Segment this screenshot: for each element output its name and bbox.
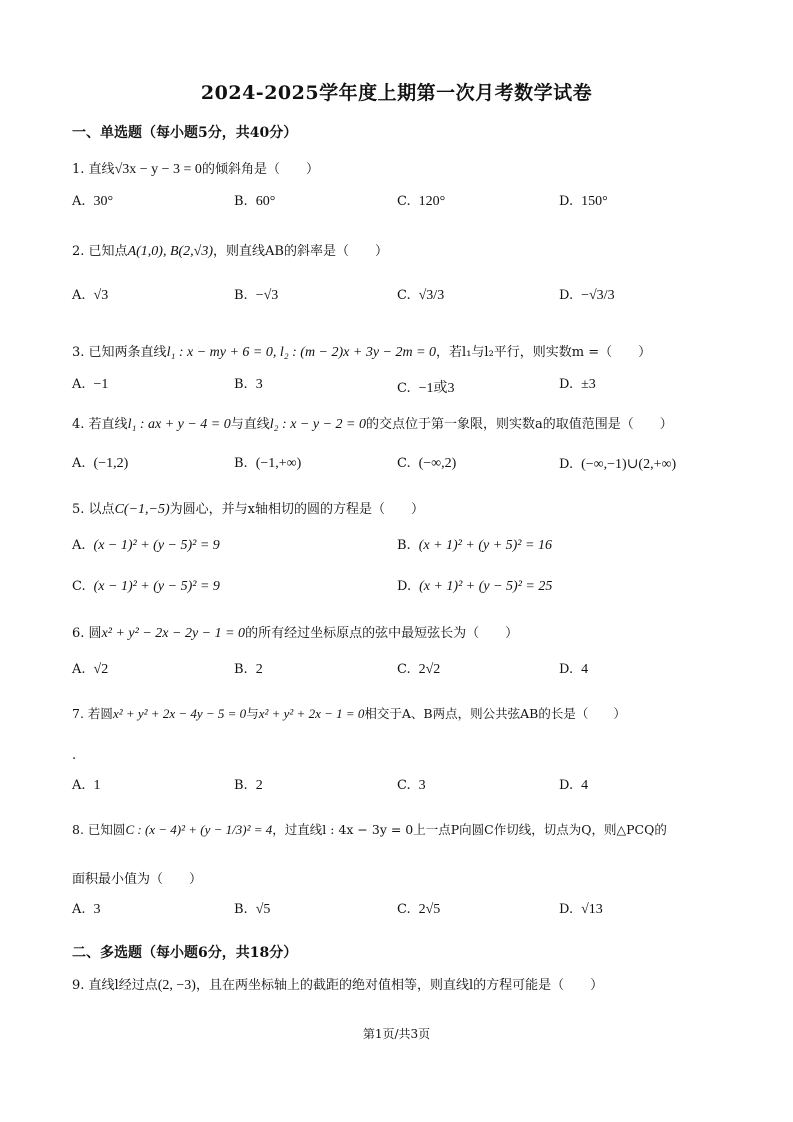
option-3d[interactable]: D. ±3 — [559, 377, 596, 392]
option-7b[interactable]: B. 2 — [234, 778, 263, 793]
section-heading-single-choice: 一、单选题（每小题5分，共40分） — [72, 125, 298, 141]
option-6c[interactable]: C. 2√2 — [397, 662, 441, 677]
question-7-tail: . — [72, 748, 77, 763]
option-1c[interactable]: C. 120° — [397, 194, 446, 209]
option-1d[interactable]: D. 150° — [559, 194, 608, 209]
option-7c[interactable]: C. 3 — [397, 778, 426, 793]
option-2a[interactable]: A. √3 — [72, 288, 109, 303]
option-8d[interactable]: D. √13 — [559, 902, 603, 917]
option-7d[interactable]: D. 4 — [559, 778, 589, 793]
option-2d[interactable]: D. −√3/3 — [559, 288, 615, 303]
option-8b[interactable]: B. √5 — [234, 902, 271, 917]
question-8-line2: 面积最小值为（ ） — [72, 872, 203, 887]
option-4b[interactable]: B. (−1,+∞) — [234, 456, 302, 471]
option-5c[interactable]: C. (x − 1)² + (y − 5)² = 9 — [72, 579, 220, 594]
question-4: 4. 若直线l₁ : ax + y − 4 = 0与直线l₂ : x − y − 2 = 0的交点位于第一象限，则实数a的取值范围是（ ） — [72, 417, 673, 432]
option-3b[interactable]: B. 3 — [234, 377, 263, 392]
question-7: 7. 若圆x² + y² + 2x − 4y − 5 = 0与x² + y² + 2x − 1 = 0相交于A、B两点，则公共弦AB的长是（ ） — [72, 706, 626, 721]
option-4c[interactable]: C. (−∞,2) — [397, 456, 457, 471]
option-5a[interactable]: A. (x − 1)² + (y − 5)² = 9 — [72, 538, 220, 553]
option-5b[interactable]: B. (x + 1)² + (y + 5)² = 16 — [397, 538, 552, 553]
option-4a[interactable]: A. (−1,2) — [72, 456, 129, 471]
page-footer: 第1页/共3页 — [362, 1027, 431, 1041]
option-1a[interactable]: A. 30° — [72, 194, 114, 209]
question-6: 6. 圆x² + y² − 2x − 2y − 1 = 0的所有经过坐标原点的弦中最短弦长为（ ） — [72, 626, 519, 641]
question-8: 8. 已知圆C : (x − 4)² + (y − 1/3)² = 4，过直线l : 4x − 3y = 0上一点P向圆C作切线，切点为Q，则△PCQ的 — [72, 822, 667, 837]
option-3a[interactable]: A. −1 — [72, 377, 109, 392]
question-5: 5. 以点C(−1,−5)为圆心，并与x轴相切的圆的方程是（ ） — [72, 502, 424, 517]
option-8c[interactable]: C. 2√5 — [397, 902, 441, 917]
section-heading-multiple-choice: 二、多选题（每小题6分，共18分） — [72, 945, 298, 961]
option-6b[interactable]: B. 2 — [234, 662, 263, 677]
option-5d[interactable]: D. (x + 1)² + (y − 5)² = 25 — [397, 579, 553, 594]
question-3: 3. 已知两条直线l₁ : x − my + 6 = 0, l₂ : (m − 2)x + 3y − 2m = 0，若l₁与l₂平行，则实数m =（ ） — [72, 345, 652, 360]
option-2b[interactable]: B. −√3 — [234, 288, 279, 303]
option-6d[interactable]: D. 4 — [559, 662, 589, 677]
page-title: 2024-2025学年度上期第一次月考数学试卷 — [200, 82, 593, 104]
option-3c[interactable]: C. −1或3 — [397, 381, 455, 396]
option-2c[interactable]: C. √3/3 — [397, 288, 445, 303]
question-1: 1. 直线√3x − y − 3 = 0的倾斜角是（ ） — [72, 162, 319, 177]
option-8a[interactable]: A. 3 — [72, 902, 101, 917]
option-6a[interactable]: A. √2 — [72, 662, 109, 677]
question-9: 9. 直线l经过点(2, −3)，且在两坐标轴上的截距的绝对值相等，则直线l的方程可能是（ ） — [72, 978, 604, 993]
option-7a[interactable]: A. 1 — [72, 778, 101, 793]
question-2: 2. 已知点A(1,0), B(2,√3)，则直线AB的斜率是（ ） — [72, 244, 388, 259]
option-1b[interactable]: B. 60° — [234, 194, 276, 209]
option-4d[interactable]: D. (−∞,−1)∪(2,+∞) — [559, 457, 677, 472]
